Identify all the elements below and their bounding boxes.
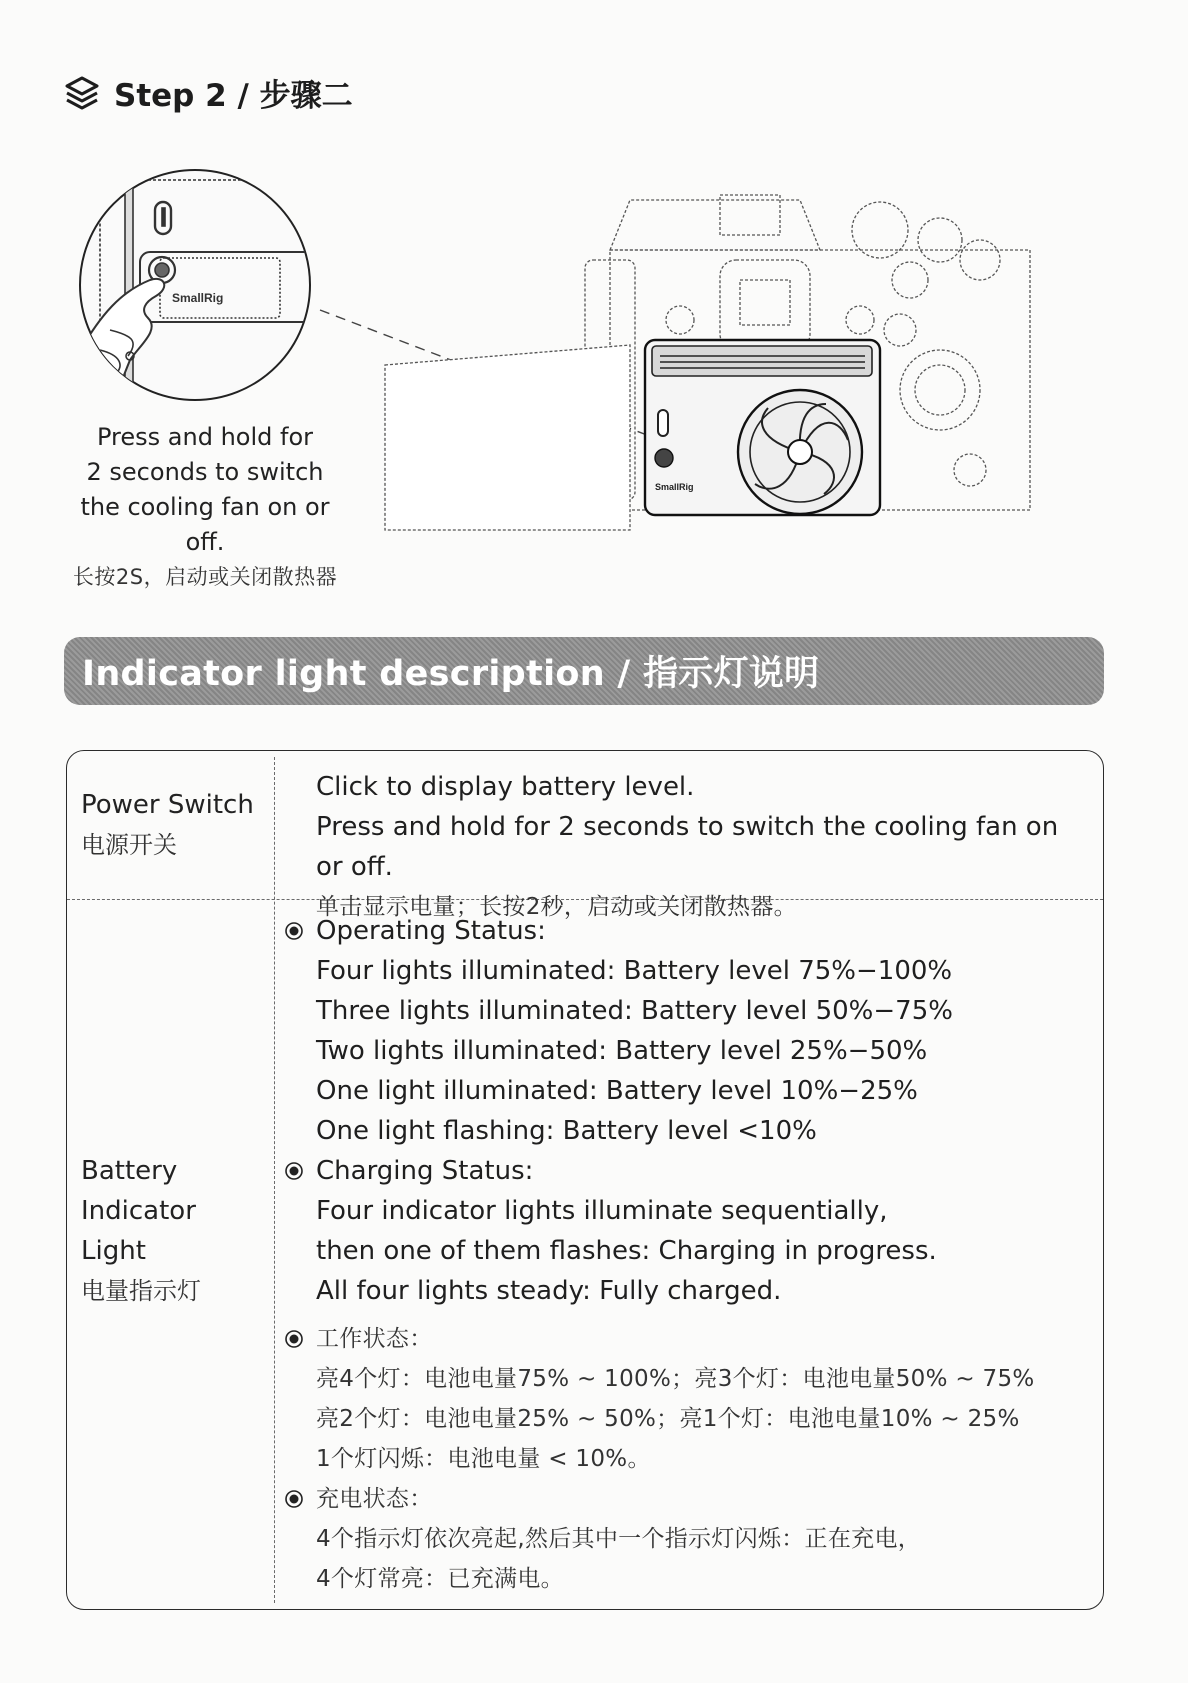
zoom-caption-cn: 长按2S，启动或关闭散热器 — [72, 565, 338, 589]
bullet-icon — [284, 1329, 304, 1349]
operating-heading-cn: 工作状态： — [316, 1319, 1087, 1359]
label-cn: 电量指示灯 — [81, 1277, 201, 1305]
zoom-caption — [60, 420, 350, 595]
content-line: Press and hold for 2 seconds to switch the cooling fan on or off. — [316, 812, 1059, 882]
operating-line: One light illuminated: Battery level 10%−25% — [316, 1076, 918, 1106]
zoom-caption-line: Press and hold for — [97, 423, 313, 451]
zoom-brand-label: SmallRig — [172, 291, 224, 305]
zoom-caption-line: the cooling fan on or off. — [80, 493, 330, 556]
power-switch-description — [316, 767, 1087, 927]
label-line: Indicator — [81, 1196, 196, 1226]
operating-line-cn: 1个灯闪烁：电池电量 < 10%。 — [316, 1446, 651, 1472]
step-heading — [62, 70, 353, 115]
operating-line: One light flashing: Battery level <10% — [316, 1116, 817, 1146]
charging-heading-cn: 充电状态： — [316, 1479, 1087, 1519]
label-line: Battery — [81, 1156, 178, 1186]
button-zoom-illustration — [70, 160, 320, 410]
power-switch-label — [81, 785, 254, 865]
charging-heading: Charging Status: — [316, 1151, 1087, 1191]
bullet-icon — [284, 921, 304, 941]
camera-brand-label: SmallRig — [655, 482, 694, 492]
battery-indicator-label — [81, 1151, 201, 1311]
content-line: Click to display battery level. — [316, 772, 695, 802]
section-title: Indicator light description / 指示灯说明 — [82, 654, 820, 694]
operating-line-cn: 亮2个灯：电池电量25% ~ 50%；亮1个灯：电池电量10% ~ 25% — [316, 1406, 1020, 1432]
charging-line-cn: 4个指示灯依次亮起,然后其中一个指示灯闪烁：正在充电， — [316, 1526, 922, 1552]
operating-line: Two lights illuminated: Battery level 25%−50% — [316, 1036, 928, 1066]
charging-line-cn: 4个灯常亮：已充满电。 — [316, 1566, 564, 1592]
operating-line-cn: 亮4个灯：电池电量75% ~ 100%；亮3个灯：电池电量50% ~ 75% — [316, 1366, 1035, 1392]
label-line: Light — [81, 1236, 146, 1266]
bullet-icon — [284, 1161, 304, 1181]
column-divider — [274, 757, 275, 1603]
bullet-icon — [284, 1489, 304, 1509]
label-cn: 电源开关 — [81, 831, 177, 859]
layers-icon — [62, 73, 102, 113]
charging-line: then one of them flashes: Charging in progress. — [316, 1236, 937, 1266]
zoom-caption-line: 2 seconds to switch — [86, 458, 324, 486]
content-cn: 单击显示电量；长按2秒，启动或关闭散热器。 — [316, 894, 797, 920]
label-line: Power Switch — [81, 790, 254, 820]
operating-line: Four lights illuminated: Battery level 75%−100% — [316, 956, 953, 986]
step-title: Step 2 / 步骤二 — [114, 78, 353, 114]
operating-heading: Operating Status: — [316, 911, 1087, 951]
indicator-table — [66, 750, 1104, 1610]
battery-indicator-description — [316, 911, 1087, 1599]
charging-line: Four indicator lights illuminate sequentially, — [316, 1196, 888, 1226]
section-banner — [64, 637, 1104, 705]
operating-line: Three lights illuminated: Battery level 50%−75% — [316, 996, 953, 1026]
camera-with-cooler-illustration — [380, 190, 1110, 560]
charging-line: All four lights steady: Fully charged. — [316, 1276, 782, 1306]
